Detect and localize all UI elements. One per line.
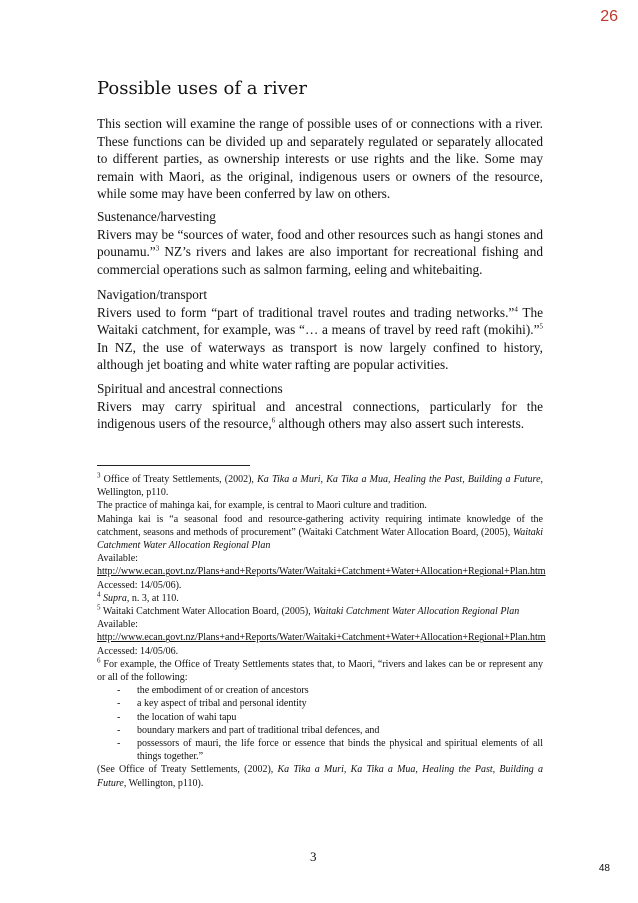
footnote-text: The practice of mahinga kai, for example, is central to Maori culture and tradition. (97, 500, 427, 512)
section-heading: Navigation/transport (97, 287, 208, 302)
corner-page-number: 26 (600, 8, 618, 25)
footnote-ref[interactable]: 6 (271, 416, 276, 425)
source-link[interactable]: http://www.ecan.govt.nz/Plans+and+Reports/Water/Waitaki+Catchment+Water+Allocation+Regional+Plan.htm (97, 566, 546, 578)
footnote-divider (97, 465, 250, 466)
section-heading: Sustenance/harvesting (97, 209, 216, 224)
accessed-date: Accessed: 14/05/06). (97, 579, 182, 591)
footnote-6: $^6$ For example, the Office of Treaty Settlements states that, to Maori, “rivers and lakes can be or represent any or all of the following: (97, 656, 543, 684)
list-item: - boundary markers and part of traditional tribal defences, and (117, 724, 380, 736)
list-item: - the embodiment of or creation of ancestors (117, 685, 309, 697)
page-title: Possible uses of a river (97, 78, 308, 99)
section-paragraph: Rivers may carry spiritual and ancestral connections, particularly for the indigenous users of the resource,$^6$ although others may also assert such interests. (97, 398, 543, 431)
footnote-5: $^5$ Waitaki Catchment Water Allocation Board, (2005), Waitaki Catchment Water Allocation Regional Plan (97, 603, 520, 618)
footnote-3: $^3$ Office of Treaty Settlements, (2002), Ka Tika a Muri, Ka Tika a Mua, Healing the Past, Building a Future, Wellington, p110. (97, 471, 544, 499)
section-sustenance (97, 208, 543, 278)
accessed-date: Accessed: 14/05/06. (97, 645, 179, 657)
side-page-number: 48 (598, 863, 610, 874)
available-label: Available: (97, 553, 138, 565)
list-item: - a key aspect of tribal and personal identity (117, 698, 307, 710)
list-item: - possessors of mauri, the life force or essence that binds the physical and spiritual elements of all things together.” (117, 738, 543, 763)
footnote-ref[interactable]: 4 (514, 305, 518, 314)
section-spiritual (97, 380, 543, 433)
footnote-list (97, 684, 543, 763)
section-heading: Spiritual and ancestral connections (97, 381, 283, 396)
footnote-4: $^4$ Supra, n. 3, at 110. (97, 590, 179, 604)
footnote-ref[interactable]: 5 (539, 322, 543, 331)
footnote-text: (See Office of Treaty Settlements, (2002), Ka Tika a Muri, Ka Tika a Mua, Healing the Past, Building a Future, Wellington, p110). (97, 764, 543, 789)
footnote-text: Mahinga kai is “a seasonal food and resource-gathering activity requiring intimate knowledge of the catchment, seasons and methods of procurement” (Waitaki Catchment Water Allocation Board, (2005), Waitaki Catchment Water Allocation Regional Plan (97, 513, 543, 552)
footnote-ref[interactable]: 3 (155, 244, 160, 253)
section-navigation (97, 286, 543, 374)
section-paragraph: Rivers may be “sources of water, food and other resources such as hangi stones and pounamu.”$^3$ NZ’s rivers and lakes are also important for recreational fishing and commercial operations such as salmon farming, eeling and whitebaiting. (97, 226, 543, 277)
page-number: 3 (310, 849, 317, 864)
list-item: - the location of wahi tapu (117, 711, 237, 723)
section-paragraph: Rivers used to form “part of traditional travel routes and trading networks.”$^4$ The Waitaki catchment, for example, was “… a means of travel by reed raft (mokihi).”$^5$ In NZ, the use of waterways as transport is now largely confined to history, although jet boating and white water rafting are popular activities. (97, 304, 543, 372)
footnotes (97, 471, 546, 790)
source-link[interactable]: http://www.ecan.govt.nz/Plans+and+Reports/Water/Waitaki+Catchment+Water+Allocation+Regional+Plan.htm (97, 632, 546, 644)
available-label: Available: (97, 619, 138, 631)
intro-paragraph: This section will examine the range of possible uses of or connections with a river. These functions can be divided up and separately regulated or separately allocated to different parties, as ownership interests or use rights and the like. Some may remain with Maori, as the original, indigenous users or owners of the resource, while some may have been conferred by law on others. (97, 116, 543, 201)
